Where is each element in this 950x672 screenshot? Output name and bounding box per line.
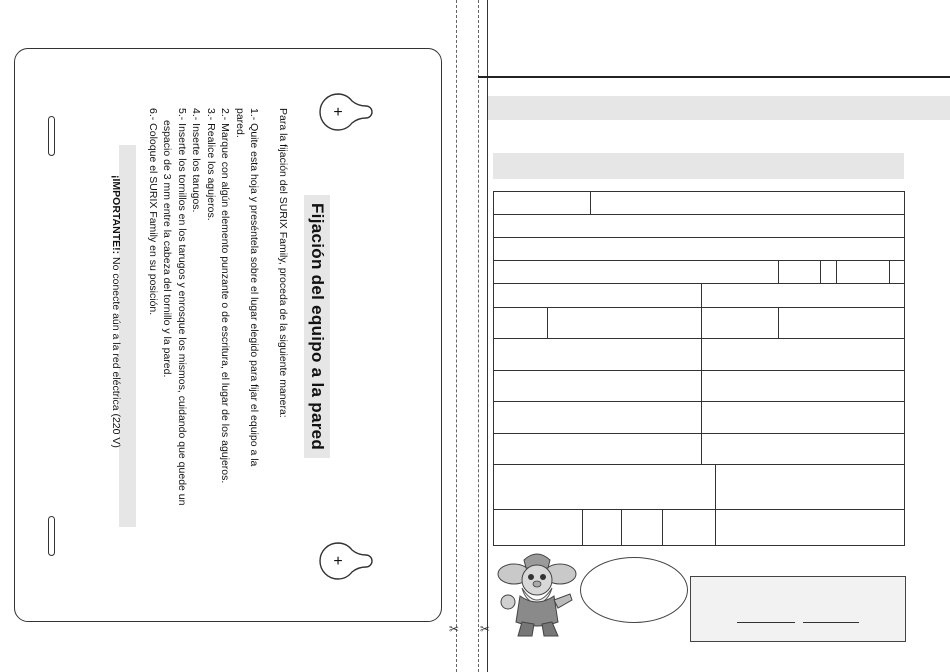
form-cell[interactable] bbox=[778, 307, 905, 339]
form-cell[interactable] bbox=[493, 214, 905, 238]
screw-hole-icon bbox=[318, 541, 384, 586]
installation-instructions bbox=[146, 108, 291, 505]
signature-line bbox=[803, 622, 859, 623]
form-cell[interactable] bbox=[701, 370, 905, 402]
form-title-band bbox=[493, 153, 904, 179]
scissors-icon: ✂ bbox=[480, 622, 491, 636]
form-cell[interactable] bbox=[547, 307, 702, 339]
form-cell[interactable] bbox=[493, 237, 905, 261]
form-cell[interactable] bbox=[590, 191, 905, 215]
form-cell[interactable] bbox=[621, 509, 663, 546]
screw-mark-label: + bbox=[333, 553, 343, 570]
mounting-slot-bottom bbox=[48, 516, 55, 556]
form-cell[interactable] bbox=[493, 260, 779, 284]
important-text: No conecte aún a la red eléctrica (220 V) bbox=[110, 254, 122, 448]
instruction-step: 2.- Marque con algún elemento punzante o de escritura, el lugar de los agujeros. bbox=[219, 108, 232, 484]
signature-line bbox=[737, 622, 795, 623]
screw-mark-label: + bbox=[333, 104, 343, 121]
form-cell[interactable] bbox=[582, 509, 622, 546]
instructions-intro: Para la fijación del SURIX Family, proceda de la siguiente manera: bbox=[277, 108, 289, 418]
form-cell[interactable] bbox=[701, 401, 905, 434]
instruction-step: 6.- Coloque el SURIX Family en su posición. bbox=[147, 108, 159, 316]
form-cell[interactable] bbox=[701, 307, 779, 339]
form-cell[interactable] bbox=[820, 260, 837, 284]
form-cell[interactable] bbox=[493, 338, 702, 371]
form-cell[interactable] bbox=[493, 401, 702, 434]
instruction-step: pared. bbox=[234, 108, 246, 138]
form-cell[interactable] bbox=[701, 283, 905, 308]
form-cell[interactable] bbox=[715, 464, 905, 510]
form-cell[interactable] bbox=[715, 509, 905, 546]
form-cell[interactable] bbox=[778, 260, 821, 284]
mounting-slot-top bbox=[48, 116, 55, 156]
form-cell[interactable] bbox=[662, 509, 716, 546]
screw-hole-icon bbox=[318, 92, 384, 137]
form-cell[interactable] bbox=[493, 464, 716, 510]
speech-bubble bbox=[580, 557, 688, 623]
gnome-mascot-illustration bbox=[492, 550, 582, 647]
form-cell[interactable] bbox=[493, 283, 702, 308]
header-band bbox=[488, 96, 950, 120]
instruction-step: 4.- Inserte los tarugos. bbox=[190, 108, 203, 213]
instruction-step: 1.- Quite esta hoja y preséntela sobre el lugar elegido para fijar el equipo a la bbox=[248, 108, 261, 467]
instruction-step: 5.- Inserte los tornillos en los tarugos y enrosque los mismos, cuidando que quede un bbox=[176, 108, 188, 506]
installation-title: Fijación del equipo a la pared bbox=[304, 195, 330, 458]
cut-line-left bbox=[456, 0, 457, 672]
important-note bbox=[110, 175, 122, 448]
header-rule bbox=[478, 76, 950, 78]
form-cell[interactable] bbox=[493, 370, 702, 402]
form-cell[interactable] bbox=[493, 509, 583, 546]
instruction-step: 3.- Realice los agujeros. bbox=[205, 108, 217, 221]
instruction-step: espacio de 3 mm entre la cabeza del tornillo y la pared. bbox=[161, 120, 174, 378]
form-cell[interactable] bbox=[493, 307, 548, 339]
form-cell[interactable] bbox=[889, 260, 905, 284]
important-label: ¡IMPORTANTE!: bbox=[110, 175, 122, 255]
signature-box[interactable] bbox=[690, 576, 906, 642]
cut-line-right bbox=[478, 0, 479, 672]
form-cell[interactable] bbox=[836, 260, 890, 284]
form-cell[interactable] bbox=[701, 338, 905, 371]
scissors-icon: ✂ bbox=[449, 622, 460, 636]
form-cell[interactable] bbox=[701, 433, 905, 465]
form-cell[interactable] bbox=[493, 433, 702, 465]
installation-title-block bbox=[307, 195, 327, 458]
form-cell[interactable] bbox=[493, 191, 591, 215]
